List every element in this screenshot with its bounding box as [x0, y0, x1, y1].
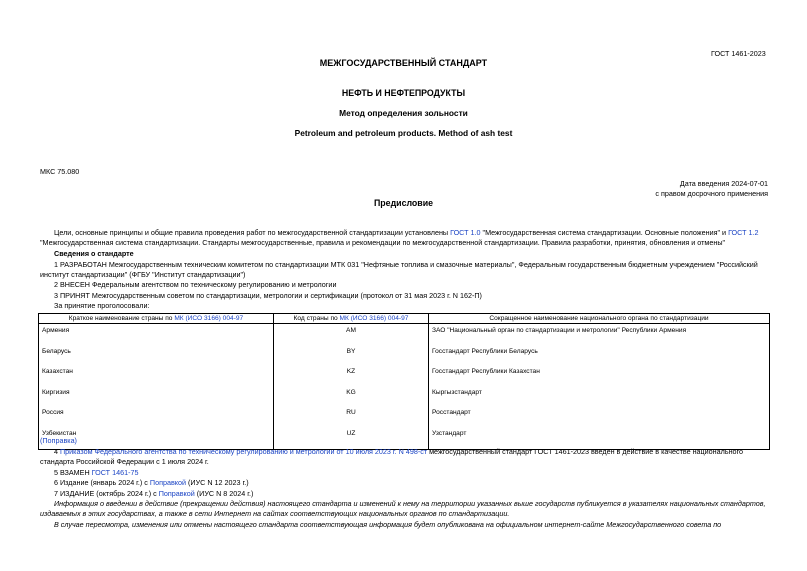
item-4: 4 Приказом Федерального агентства по техническому регулированию и метрологии от 10 июля 2023 г. N 498-ст межгосударственный стандарт ГОСТ 1461-2023 введен в действие в качестве национального стандарта Российской Федерации с 1 июля 2024 г.: [40, 447, 744, 467]
voted-label: За принятие проголосовали:: [54, 301, 150, 310]
title-ru: НЕФТЬ И НЕФТЕПРОДУКТЫ: [341, 88, 466, 98]
foreword-paragraph: [40, 228, 770, 249]
table-row: [39, 367, 770, 388]
country-code-cell: UZ: [274, 429, 429, 450]
table-row: [39, 388, 770, 409]
country-cell: Узбекистан: [39, 429, 274, 450]
amendment-link[interactable]: (Поправка): [40, 436, 77, 445]
item-5: 5 ВЗАМЕН ГОСТ 1461-75: [54, 468, 139, 477]
item-1: 1 РАЗРАБОТАН Межгосударственным техническим комитетом по стандартизации МТК 031 "Нефтяные топлива и смазочные материалы", Федеральным государственным бюджетным учреждением "Российский институт стандартизации" (ФГБУ "Институт стандартизации"): [40, 260, 758, 280]
country-cell: Киргизия: [39, 388, 274, 409]
item-6: 6 Издание (январь 2024 г.) с Поправкой (ИУС N 12 2023 г.): [54, 478, 249, 487]
item-2: 2 ВНЕСЕН Федеральным агентством по техническому регулированию и метрологии: [54, 280, 337, 289]
country-cell: Беларусь: [39, 347, 274, 368]
standards-body-cell: Кыргызстандарт: [429, 388, 770, 409]
foreword-text-b: "Межгосударственная система стандартизации. Основные положения" и: [480, 228, 729, 237]
table-row: [39, 324, 770, 347]
standards-body-cell: Госстандарт Республики Казахстан: [429, 367, 770, 388]
country-code-cell: KG: [274, 388, 429, 409]
standard-type: МЕЖГОСУДАРСТВЕННЫЙ СТАНДАРТ: [319, 58, 488, 68]
amendment-link-6[interactable]: Поправкой: [149, 478, 187, 487]
foreword-text-c: "Межгосударственная система стандартизации. Стандарты межгосударственные, правила и рекомендации по межгосударственной стандартизации. Правила разработки, принятия, обновления и отмены": [40, 238, 726, 248]
standards-body-cell: Росстандарт: [429, 408, 770, 429]
title-en: Petroleum and petroleum products. Method of ash test: [294, 128, 513, 138]
standards-body-cell: Узстандарт: [429, 429, 770, 450]
country-cell: Казахстан: [39, 367, 274, 388]
effective-date: Дата введения 2024-07-01: [679, 179, 768, 188]
table-row: [39, 347, 770, 368]
country-cell: Россия: [39, 408, 274, 429]
mk-iso-link[interactable]: МК (ИСО 3166) 004-97: [174, 315, 244, 322]
info-heading: Сведения о стандарте: [54, 249, 134, 258]
country-code-cell: RU: [274, 408, 429, 429]
table-header-row: [39, 314, 770, 324]
mk-iso-link-2[interactable]: МК (ИСО 3166) 004-97: [339, 315, 409, 322]
standards-body-cell: Госстандарт Республики Беларусь: [429, 347, 770, 368]
gost-1461-75-link[interactable]: ГОСТ 1461-75: [91, 468, 139, 477]
mks-code: МКС 75.080: [40, 167, 80, 176]
table-row: [39, 408, 770, 429]
country-code-cell: KZ: [274, 367, 429, 388]
gost-1-0-link[interactable]: ГОСТ 1.0: [450, 228, 481, 237]
early-application: с правом досрочного применения: [655, 189, 768, 198]
info-paragraph: Информация о введении в действие (прекращении действия) настоящего стандарта и изменений к нему на территории указанных выше государств публикуется в указателях национальных стандартов, издаваемых в этих государствах, а также в сети Интернет на сайтах соответствующих национальных органов по стандартизации.: [40, 499, 766, 519]
header-country: Краткое наименование страны по МК (ИСО 3166) 004-97: [39, 314, 274, 324]
foreword-heading: Предисловие: [373, 198, 434, 208]
country-code-cell: BY: [274, 347, 429, 368]
item-7: 7 ИЗДАНИЕ (октябрь 2024 г.) с Поправкой (ИУС N 8 2024 г.): [54, 489, 254, 498]
voting-table: [38, 313, 770, 450]
order-link[interactable]: Приказом Федерального агентства по техническому регулированию и метрологии от 10 июля 2023 г. N 498-ст: [60, 447, 428, 456]
header-code: Код страны по МК (ИСО 3166) 004-97: [274, 314, 429, 324]
standards-body-cell: ЗАО "Национальный орган по стандартизации и метрологии" Республики Армения: [429, 324, 770, 347]
amendment-link-7[interactable]: Поправкой: [158, 489, 195, 498]
country-cell: Армения: [39, 324, 274, 347]
header-body: Сокращенное наименование национального органа по стандартизации: [429, 314, 770, 324]
subtitle-ru: Метод определения зольности: [339, 108, 468, 118]
foreword-text-a: Цели, основные принципы и общие правила проведения работ по межгосударственной стандартизации установлены: [54, 228, 451, 237]
revision-paragraph: В случае пересмотра, изменения или отмены настоящего стандарта соответствующая информация будет опубликована на официальном интернет-сайте Межгосударственного совета по: [54, 520, 722, 529]
gost-1-2-link[interactable]: ГОСТ 1.2: [728, 228, 759, 237]
doc-code: ГОСТ 1461-2023: [711, 49, 766, 58]
country-code-cell: AM: [274, 324, 429, 347]
item-3: 3 ПРИНЯТ Межгосударственным советом по стандартизации, метрологии и сертификации (протокол от 31 мая 2023 г. N 162-П): [54, 291, 482, 300]
